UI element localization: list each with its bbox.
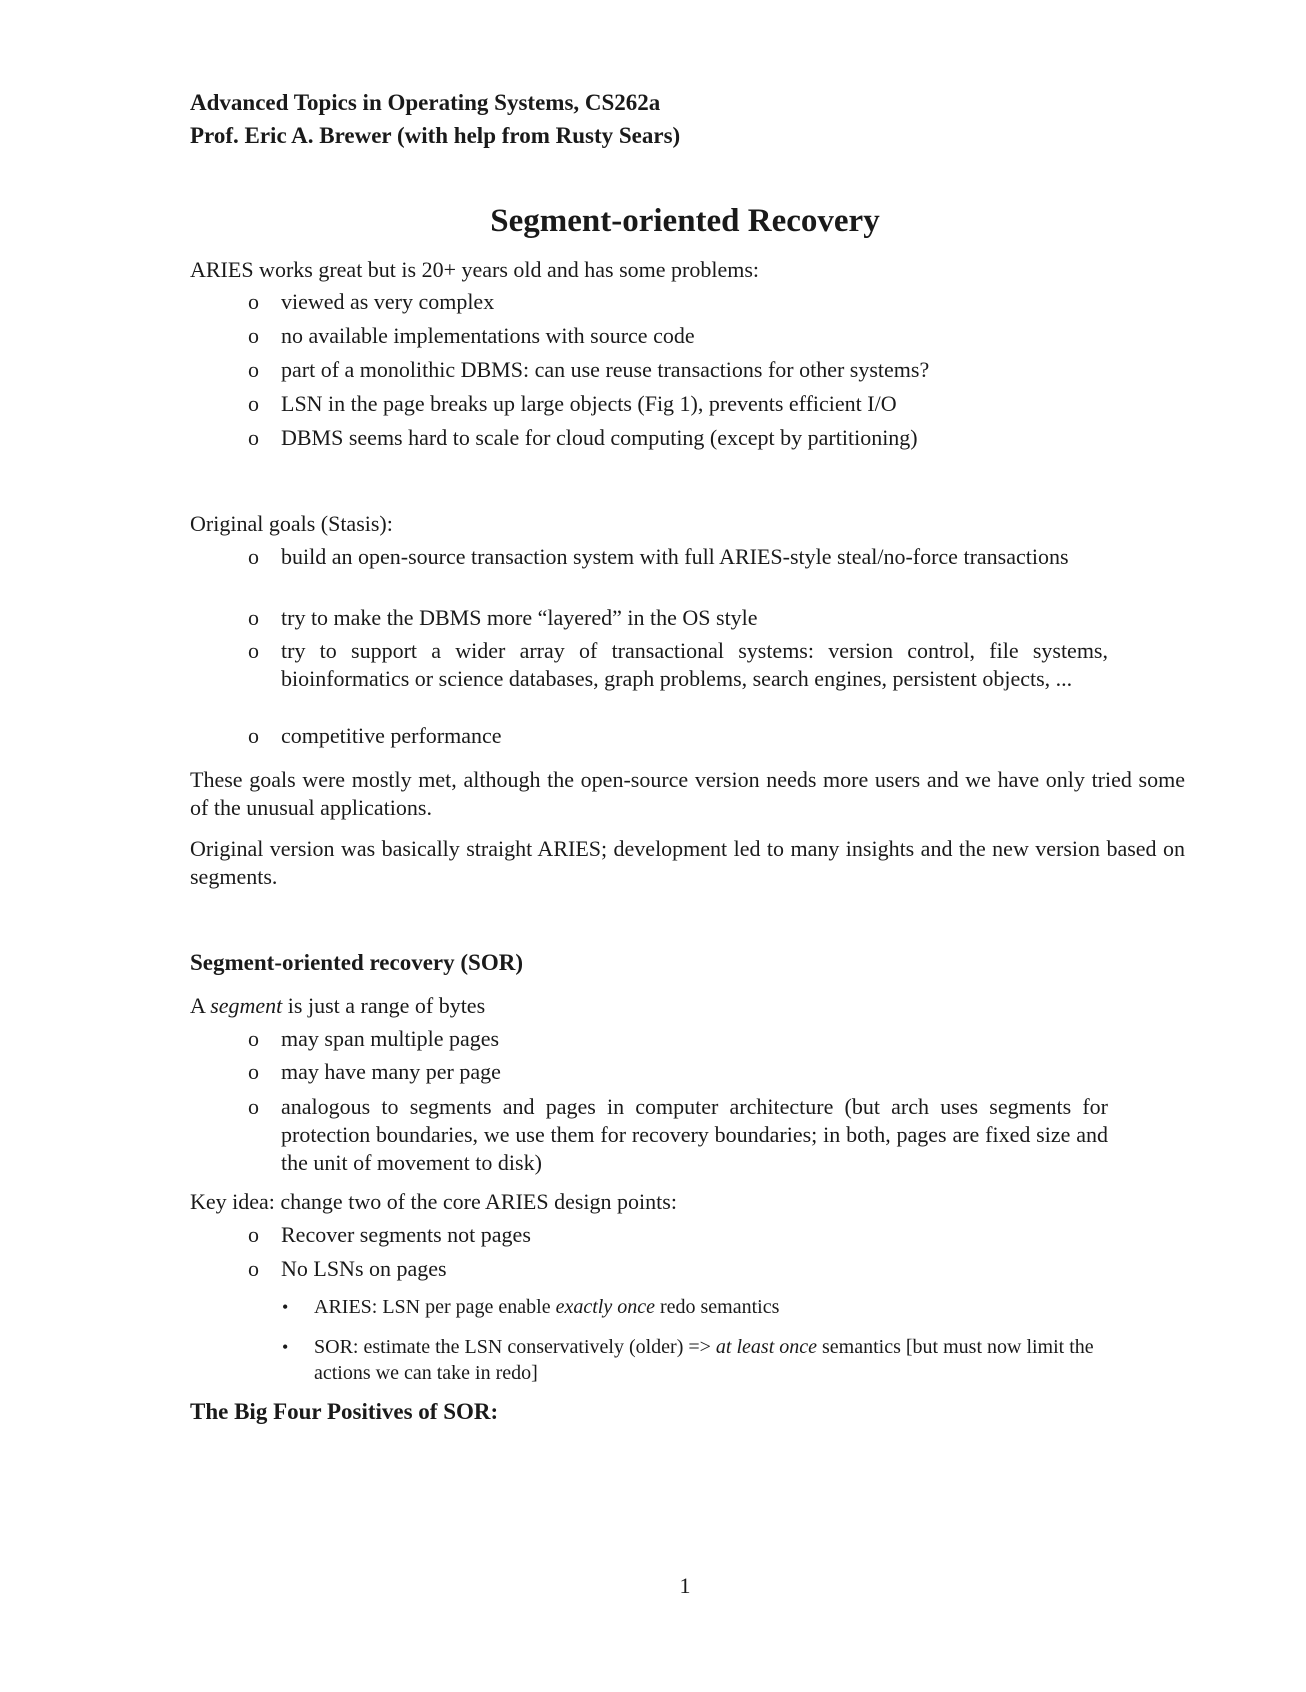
list-item-text: no available implementations with source code	[281, 323, 695, 348]
list-item-text: viewed as very complex	[281, 289, 495, 314]
original-version-paragraph: Original version was basically straight ARIES; development led to many insights and the new version based on segments.	[190, 836, 1185, 889]
section-heading-sor: Segment-oriented recovery (SOR)	[190, 950, 523, 975]
page-title: Segment-oriented Recovery	[490, 203, 880, 239]
bullet-marker: o	[248, 605, 259, 630]
sub-text-emphasis: exactly once	[555, 1296, 655, 1318]
key-idea: Key idea: change two of the core ARIES design points:	[190, 1189, 677, 1214]
sub-text-suffix: redo semantics	[654, 1296, 780, 1318]
professor-line: Prof. Eric A. Brewer (with help from Rusty Sears)	[190, 123, 681, 148]
list-item-text: Recover segments not pages	[281, 1222, 531, 1247]
list-item	[248, 543, 1108, 571]
list-item-text: No LSNs on pages	[281, 1256, 447, 1281]
bullet-marker: o	[248, 289, 259, 314]
bullet-marker: o	[248, 1094, 259, 1119]
list-item	[248, 1255, 1108, 1283]
segment-definition-suffix: is just a range of bytes	[282, 993, 486, 1018]
bullet-marker: o	[248, 1026, 259, 1051]
sub-text-prefix: ARIES: LSN per page enable	[314, 1296, 556, 1318]
list-item	[248, 604, 1108, 632]
bullet-marker: o	[248, 391, 259, 416]
list-item	[248, 1025, 1108, 1053]
course-title: Advanced Topics in Operating Systems, CS262a	[190, 90, 661, 115]
goals-lead: Original goals (Stasis):	[190, 511, 393, 536]
segment-term: segment	[210, 993, 283, 1018]
list-item-text: may span multiple pages	[281, 1026, 500, 1051]
list-item-text: try to make the DBMS more “layered” in the OS style	[281, 605, 758, 630]
list-item	[248, 356, 1108, 384]
sub-list-item-text	[314, 1334, 1152, 1386]
sub-list-item-text	[314, 1294, 1152, 1320]
list-item-text: part of a monolithic DBMS: can use reuse transactions for other systems?	[281, 357, 930, 382]
goals-paragraph: These goals were mostly met, although the open-source version needs more users and we have only tried some of the unusual applications.	[190, 767, 1185, 820]
list-item	[248, 1093, 1108, 1177]
segment-definition	[190, 992, 1185, 1020]
list-item	[248, 1221, 1108, 1249]
section-heading-big-four: The Big Four Positives of SOR:	[190, 1399, 499, 1424]
bullet-marker: o	[248, 638, 259, 663]
sub-text-emphasis: at least once	[715, 1336, 818, 1358]
intro-lead: ARIES works great but is 20+ years old and has some problems:	[190, 257, 760, 282]
page-number: 1	[679, 1573, 691, 1598]
list-item	[248, 390, 1108, 418]
bullet-marker: o	[248, 425, 259, 450]
bullet-marker: o	[248, 1222, 259, 1247]
list-item-text: LSN in the page breaks up large objects (Fig 1), prevents efficient I/O	[281, 391, 897, 416]
bullet-marker: o	[248, 323, 259, 348]
sub-list-item	[282, 1294, 1152, 1320]
list-item-text: DBMS seems hard to scale for cloud computing (except by partitioning)	[281, 425, 918, 450]
list-item	[248, 722, 1108, 750]
sub-bullet-marker: •	[282, 1337, 289, 1357]
sub-bullet-marker: •	[282, 1297, 289, 1317]
list-item	[248, 424, 1108, 452]
list-item	[248, 1058, 1108, 1086]
sub-text-prefix: SOR: estimate the LSN conservatively (older) =>	[314, 1336, 716, 1358]
list-item-text: competitive performance	[281, 723, 502, 748]
bullet-marker: o	[248, 544, 259, 569]
bullet-marker: o	[248, 357, 259, 382]
list-item	[248, 322, 1108, 350]
bullet-marker: o	[248, 723, 259, 748]
bullet-marker: o	[248, 1256, 259, 1281]
sub-list-item	[282, 1334, 1152, 1386]
list-item-text: try to support a wider array of transactional systems: version control, file systems, bioinformatics or science databases, graph problems, search engines, persistent objects, ...	[281, 638, 1108, 691]
list-item	[248, 637, 1108, 693]
segment-definition-prefix: A	[190, 993, 211, 1018]
list-item-text: analogous to segments and pages in computer architecture (but arch uses segments for protection boundaries, we use them for recovery boundaries; in both, pages are fixed size and the unit of movement to disk)	[281, 1094, 1108, 1175]
bullet-marker: o	[248, 1059, 259, 1084]
sub-text-suffix: semantics [but must now limit the actions we can take in redo]	[314, 1336, 1094, 1384]
list-item-text: build an open-source transaction system with full ARIES-style steal/no-force transactions	[281, 544, 1069, 569]
list-item	[248, 288, 1108, 316]
list-item-text: may have many per page	[281, 1059, 501, 1084]
